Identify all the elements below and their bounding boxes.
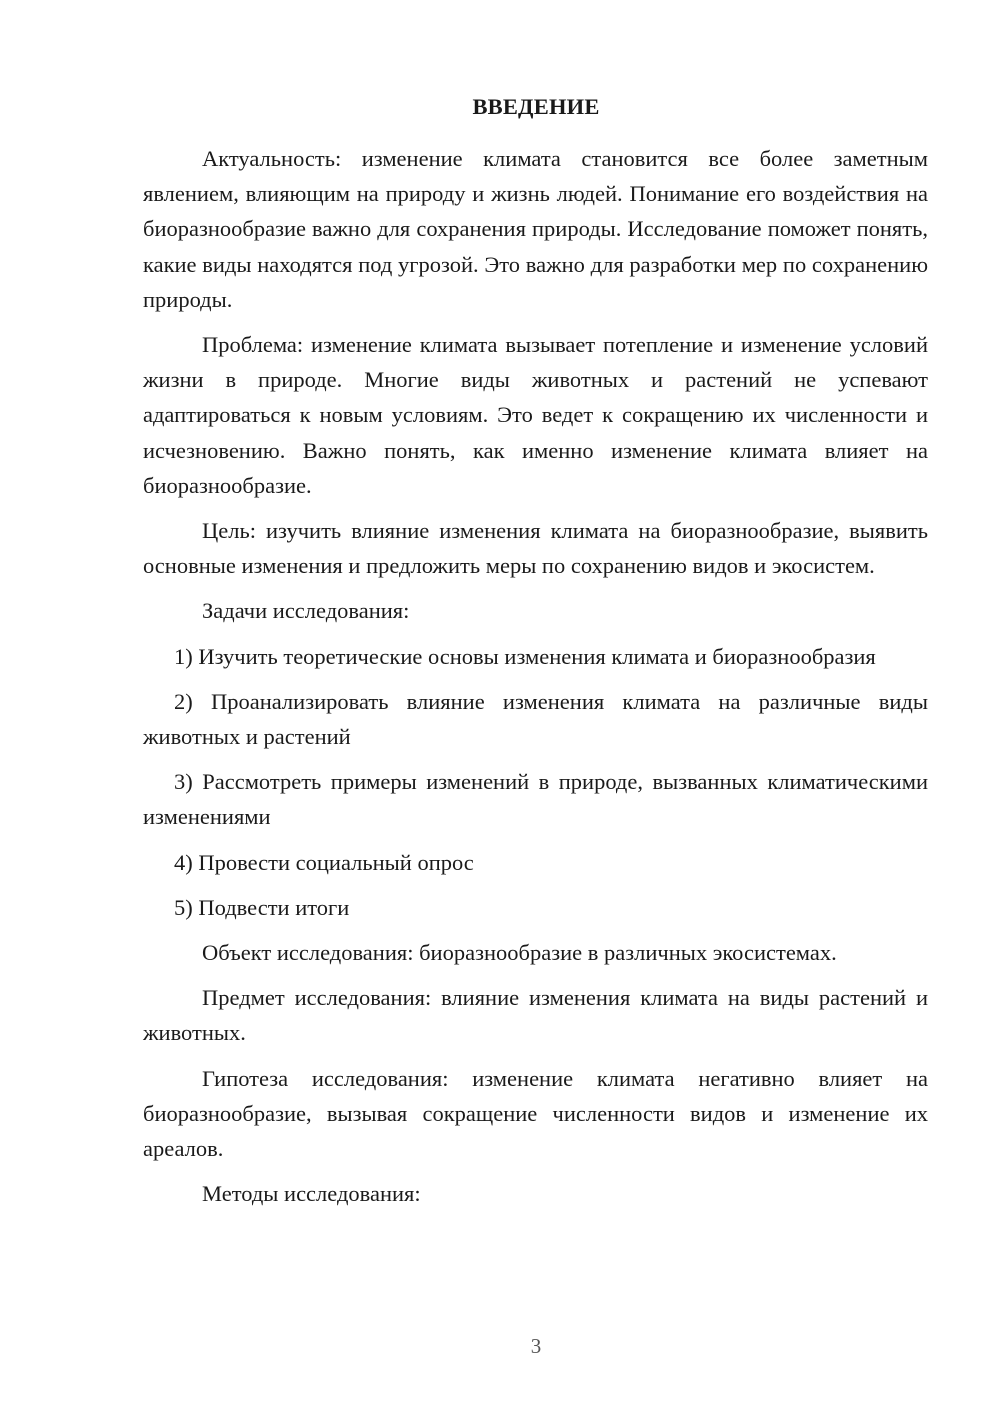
page-title: ВВЕДЕНИЕ [472, 94, 600, 119]
list-item: 5) Подвести итоги [174, 894, 350, 920]
list-item: 3) Рассмотреть примеры изменений в природе, вызванных климатическими изменениями [143, 769, 928, 830]
tasks-heading: Задачи исследования: [202, 598, 410, 624]
paragraph-problem: Проблема: изменение климата вызывает потепление и изменение условий жизни в природе. Многие виды животных и растений не успевают адаптироваться к новым условиям. Это ведет к сокращению их численности и исчезновению. Важно понять, как именно изменение климата влияет на биоразнообразие. [143, 332, 928, 498]
page-number: 3 [530, 1334, 542, 1358]
paragraph-goal: Цель: изучить влияние изменения климата на биоразнообразие, выявить основные изменения и предложить меры по сохранению видов и экосистем. [143, 518, 928, 579]
paragraph-relevance: Актуальность: изменение климата становится все более заметным явлением, влияющим на природу и жизнь людей. Понимание его воздействия на биоразнообразие важно для сохранения природы. Исследование поможет понять, какие виды находятся под угрозой. Это важно для разработки мер по сохранению природы. [143, 146, 928, 312]
document-body [143, 141, 928, 1221]
paragraph-hypothesis: Гипотеза исследования: изменение климата негативно влияет на биоразнообразие, вызывая сокращение численности видов и изменение их ареалов. [143, 1065, 928, 1162]
paragraph-object: Объект исследования: биоразнообразие в различных экосистемах. [202, 940, 837, 966]
paragraph-subject: Предмет исследования: влияние изменения климата на виды растений и животных. [143, 985, 928, 1046]
list-item: 4) Провести социальный опрос [174, 849, 474, 875]
tasks-list [143, 639, 928, 925]
list-item: 1) Изучить теоретические основы изменения климата и биоразнообразия [174, 643, 876, 669]
list-item: 2) Проанализировать влияние изменения климата на различные виды животных и растений [143, 688, 928, 750]
methods-heading: Методы исследования: [202, 1181, 421, 1207]
